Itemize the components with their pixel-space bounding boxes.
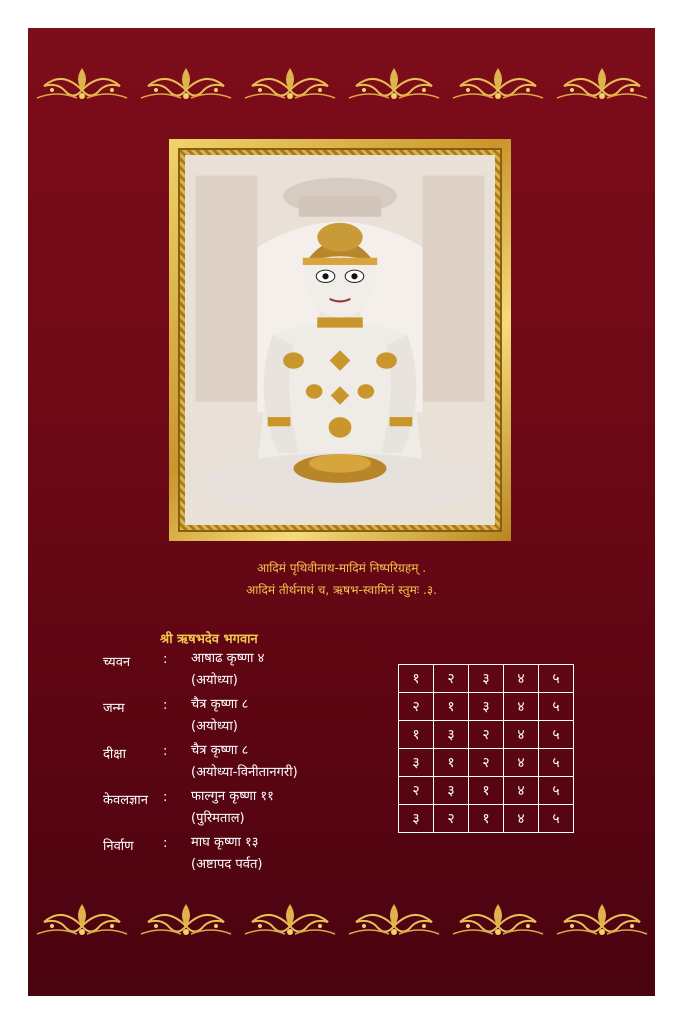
yantra-cell: २ [469,721,504,749]
yantra-cell: ३ [469,693,504,721]
floral-ornament-icon [32,60,132,110]
floral-ornament-icon [552,896,652,946]
yantra-cell: ३ [434,777,469,805]
yantra-cell: ४ [504,749,539,777]
yantra-cell: २ [434,805,469,833]
kalyanak-date: फाल्गुन कृष्णा ११ [191,789,274,804]
floral-ornament-icon [448,896,548,946]
floral-ornament-icon [344,60,444,110]
yantra-cell: ३ [469,665,504,693]
yantra-cell: ४ [504,721,539,749]
yantra-cell: १ [469,805,504,833]
bottom-ornament-border [28,896,655,946]
yantra-cell: ५ [539,665,574,693]
separator-colon: : [163,652,168,667]
top-ornament-border [28,60,655,110]
yantra-cell: ५ [539,721,574,749]
yantra-cell: ५ [539,749,574,777]
kalyanak-place: (अयोध्या) [191,673,238,688]
kalyanak-date: आषाढ कृष्णा ४ [191,651,265,666]
yantra-cell: ५ [539,805,574,833]
kalyanak-name: दीक्षा [103,747,126,762]
yantra-cell: ३ [434,721,469,749]
yantra-row [399,693,574,721]
kalyanak-date: माघ कृष्णा १३ [191,835,259,850]
yantra-cell: १ [399,721,434,749]
separator-colon: : [163,836,168,851]
kalyanak-row [103,836,298,876]
kalyanak-place: (अयोध्या) [191,719,238,734]
yantra-cell: ५ [539,777,574,805]
shloka-line-2: आदिमं तीर्थनाथं च, ऋषभ-स्वामिनं स्तुमः .३. [246,583,437,597]
yantra-row [399,749,574,777]
kalyanak-place: (अयोध्या-विनीतानगरी) [191,765,298,780]
kalyanak-list [103,652,298,882]
yantra-cell: ५ [539,693,574,721]
kalyanak-row [103,790,298,830]
kalyanak-place: (अष्टापद पर्वत) [191,857,263,872]
kalyanak-date: चैत्र कृष्णा ८ [191,697,249,712]
yantra-row [399,805,574,833]
yantra-cell: १ [399,665,434,693]
idol-photo-frame [169,139,511,541]
separator-colon: : [163,744,168,759]
yantra-row [399,721,574,749]
kalyanak-row [103,652,298,692]
yantra-cell: २ [399,777,434,805]
bhagwan-title: श्री ऋषभदेव भगवान [160,632,258,647]
floral-ornament-icon [136,896,236,946]
separator-colon: : [163,790,168,805]
floral-ornament-icon [240,896,340,946]
yantra-cell: ४ [504,693,539,721]
yantra-cell: २ [469,749,504,777]
yantra-cell: ३ [399,805,434,833]
kalyanak-row [103,698,298,738]
page-background [28,28,655,996]
yantra-grid [398,664,574,833]
shloka-line-1: आदिमं पृथिवीनाथ-मादिमं निष्परिग्रहम् . [256,561,427,575]
floral-ornament-icon [240,60,340,110]
idol-illustration [185,155,495,525]
kalyanak-place: (पुरिमताल) [191,811,245,826]
yantra-cell: ४ [504,665,539,693]
yantra-cell: १ [434,693,469,721]
separator-colon: : [163,698,168,713]
yantra-row [399,665,574,693]
yantra-cell: २ [399,693,434,721]
kalyanak-row [103,744,298,784]
yantra-cell: २ [434,665,469,693]
floral-ornament-icon [448,60,548,110]
kalyanak-name: निर्वाण [103,839,134,854]
floral-ornament-icon [344,896,444,946]
yantra-row [399,777,574,805]
kalyanak-date: चैत्र कृष्णा ८ [191,743,249,758]
kalyanak-name: च्यवन [103,655,131,670]
yantra-cell: १ [469,777,504,805]
floral-ornament-icon [136,60,236,110]
floral-ornament-icon [32,896,132,946]
yantra-cell: ३ [399,749,434,777]
kalyanak-name: केवलज्ञान [103,793,148,808]
yantra-cell: ४ [504,805,539,833]
yantra-cell: १ [434,749,469,777]
kalyanak-name: जन्म [103,701,125,716]
floral-ornament-icon [552,60,652,110]
idol-photo [185,155,495,525]
yantra-cell: ४ [504,777,539,805]
